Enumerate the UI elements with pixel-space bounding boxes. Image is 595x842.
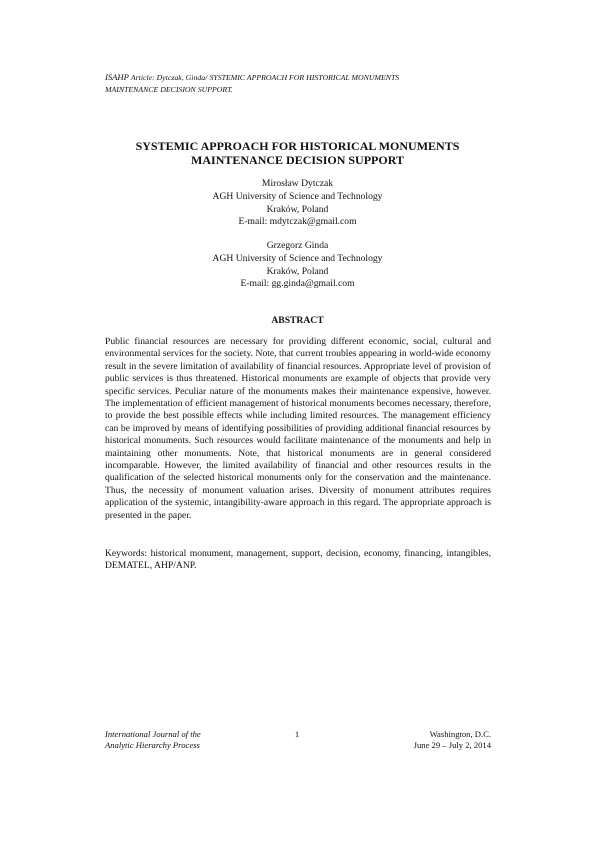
author-location: Kraków, Poland: [266, 265, 329, 277]
running-header: [105, 71, 495, 96]
header-lead: ISAHP: [105, 72, 129, 82]
page-number: 1: [294, 729, 300, 739]
author-affiliation: AGH University of Science and Technology: [212, 190, 383, 202]
author-block-2: [100, 240, 495, 291]
footer-venue: [390, 729, 491, 752]
author-name: Mirosław Dytczak: [261, 178, 334, 189]
author-name: Grzegorz Ginda: [266, 240, 329, 251]
footer-journal-line-1: International Journal of the: [105, 729, 201, 739]
author-block-1: [100, 178, 495, 229]
author-email: E-mail: mdytczak@gmail.com: [238, 216, 357, 228]
abstract-body: Public financial resources are necessary for providing different economic, social, cultural and environmental services for the society. Note, that current troubles appearing in world-wide economy result in the severe limitation of availability of financial resources. Appropriate level of provision of public services is thus threatened. Historical monuments are example of objects that provide very specific services. Peculiar nature of the monuments makes their maintenance expensive, however. The implementation of efficient management of historical monuments becomes necessary, therefore, to provide the best possible effects while including limited resources. The management efficiency can be improved by means of identifying possibilities of providing additional financial resources by historical monuments. Such resources would facilitate maintenance of the monuments and help in maintaining other monuments. Note, that historical monuments are in general considered incomparable. However, the limited availability of financial and other resources results in the qualification of the selected historical monuments only for the conservation and the maintenance. Thus, the necessity of monument valuation arises. Diversity of monument attributes requires application of the systemic, intangibility-aware approach in this regard. The appropriate approach is presented in the paper.: [105, 336, 492, 521]
author-affiliation: AGH University of Science and Technology: [212, 252, 383, 264]
header-article-prefix: Article: Dytczak, Ginda/: [130, 73, 208, 82]
footer-journal-line-2: Analytic Hierarchy Process: [105, 740, 200, 751]
keywords-paragraph: Keywords: historical monument, management, support, decision, economy, financing, intangibles, DEMATEL, AHP/ANP.: [105, 548, 491, 572]
footer-dates: June 29 – July 2, 2014: [413, 740, 491, 751]
title-line-2: MAINTENANCE DECISION SUPPORT: [191, 153, 404, 167]
abstract-heading: ABSTRACT: [271, 315, 324, 326]
author-email: E-mail: gg.ginda@gmail.com: [240, 278, 355, 290]
footer-location: Washington, D.C.: [429, 729, 491, 739]
header-article-title-cont: MAINTENANCE DECISION SUPPORT.: [105, 85, 233, 94]
title-line-1: SYSTEMIC APPROACH FOR HISTORICAL MONUMENTS: [135, 139, 460, 153]
footer-journal: [105, 729, 201, 752]
author-location: Kraków, Poland: [266, 203, 329, 215]
header-article-title: SYSTEMIC APPROACH FOR HISTORICAL MONUMENTS: [209, 73, 400, 82]
paper-title: [80, 139, 515, 167]
